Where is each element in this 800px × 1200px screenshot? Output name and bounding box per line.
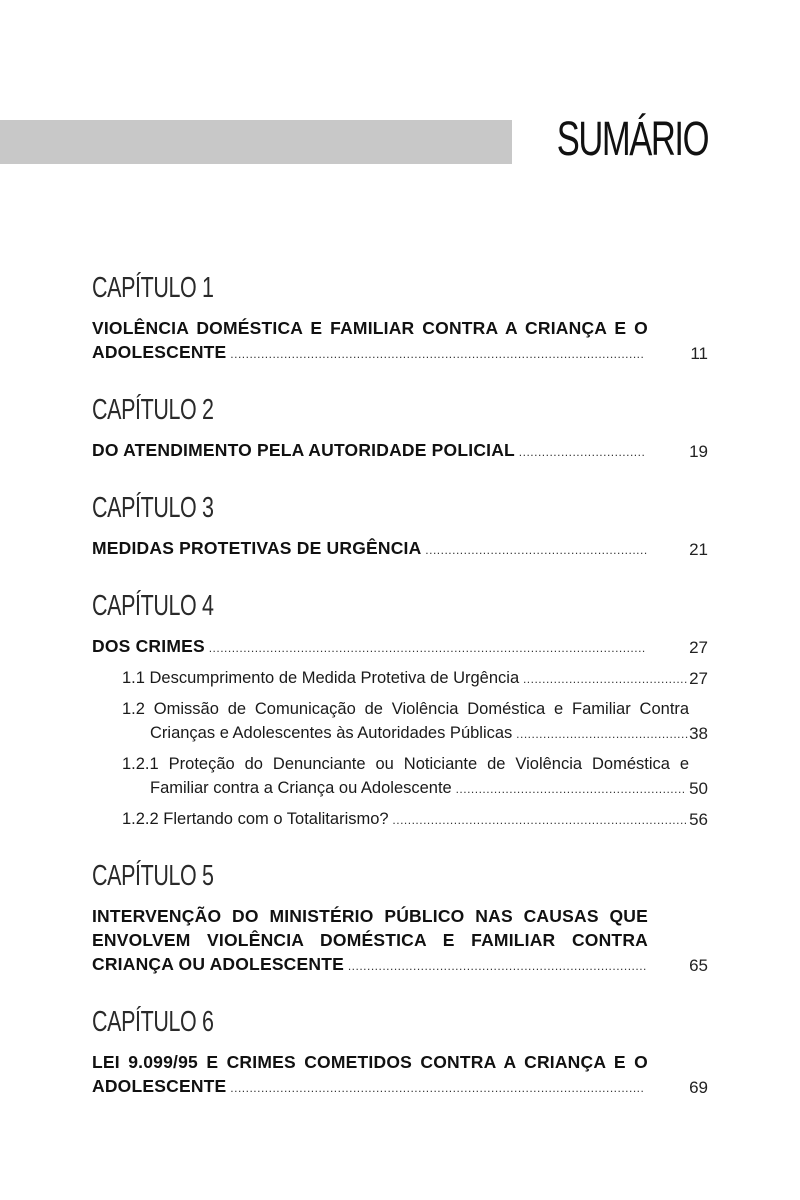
dot-leader: .................................................................................................................. <box>204 641 646 655</box>
page-number: 27 <box>689 669 708 688</box>
chapter-label: CAPÍTULO 5 <box>92 860 214 892</box>
entry-title: DO ATENDIMENTO PELA AUTORIDADE POLICIAL <box>92 440 515 460</box>
chapter-1 <box>92 268 708 366</box>
dot-leader: .............................................................................. <box>344 959 647 973</box>
chapter-3 <box>92 488 708 562</box>
dot-leader: ............................................................................................................ <box>226 1081 645 1095</box>
toc-entry[interactable] <box>92 438 708 464</box>
chapter-5 <box>92 856 708 978</box>
page-number: 56 <box>689 810 708 829</box>
dot-leader: ........................................... <box>519 672 688 686</box>
toc-subentry[interactable] <box>92 666 708 691</box>
page-number: 27 <box>689 638 708 657</box>
toc-subentry[interactable] <box>92 752 708 801</box>
chapter-6 <box>92 1002 708 1100</box>
dot-leader: ............................................................................. <box>388 813 688 827</box>
toc-subentry[interactable] <box>92 807 708 832</box>
dot-leader: ................................. <box>514 445 646 459</box>
subentry-title: 1.2 Omissão de Comunicação de Violência Doméstica e Familiar Contra Crianças e Adolescentes às Autoridades Públicas <box>122 700 690 742</box>
entry-title: VIOLÊNCIA DOMÉSTICA E FAMILIAR CONTRA A CRIANÇA E O ADOLESCENTE <box>92 318 648 362</box>
entry-title: INTERVENÇÃO DO MINISTÉRIO PÚBLICO NAS CAUSAS QUE ENVOLVEM VIOLÊNCIA DOMÉSTICA E FAMILIAR CONTRA CRIANÇA OU ADOLESCENTE <box>92 906 648 974</box>
entry-title: MEDIDAS PROTETIVAS DE URGÊNCIA <box>92 538 422 558</box>
subentry-title: 1.2.1 Proteção do Denunciante ou Noticiante de Violência Doméstica e Familiar contra a Criança ou Adolescente <box>122 755 690 797</box>
subentry-title: 1.2.2 Flertando com o Totalitarismo? <box>122 810 389 828</box>
dot-leader: .......................................................... <box>421 543 648 557</box>
dot-leader: ............................................. <box>512 727 689 741</box>
page-number: 65 <box>689 956 708 975</box>
entry-title: DOS CRIMES <box>92 636 205 656</box>
toc-entry[interactable] <box>92 316 708 366</box>
page-title: SUMÁRIO <box>556 113 708 166</box>
dot-leader: ............................................................ <box>451 782 686 796</box>
page-number: 69 <box>689 1078 708 1097</box>
page-number: 50 <box>689 779 708 798</box>
table-of-contents <box>92 268 708 1124</box>
entry-title: LEI 9.099/95 E CRIMES COMETIDOS CONTRA A CRIANÇA E O ADOLESCENTE <box>92 1052 648 1096</box>
chapter-label: CAPÍTULO 4 <box>92 590 214 622</box>
chapter-label: CAPÍTULO 3 <box>92 492 214 524</box>
page-number: 38 <box>689 724 708 743</box>
toc-subentry[interactable] <box>92 697 708 746</box>
chapter-label: CAPÍTULO 1 <box>92 272 214 304</box>
subentry-title: 1.1 Descumprimento de Medida Protetiva de Urgência <box>122 669 520 687</box>
toc-entry[interactable] <box>92 1050 708 1100</box>
chapter-label: CAPÍTULO 6 <box>92 1006 214 1038</box>
toc-entry[interactable] <box>92 634 708 660</box>
dot-leader: ............................................................................................................ <box>226 347 645 361</box>
page-number: 11 <box>690 344 708 363</box>
chapter-4 <box>92 586 708 832</box>
toc-entry[interactable] <box>92 904 708 978</box>
page-number: 21 <box>689 540 708 559</box>
title-band <box>0 120 512 164</box>
page-number: 19 <box>689 442 708 461</box>
chapter-label: CAPÍTULO 2 <box>92 394 214 426</box>
chapter-2 <box>92 390 708 464</box>
toc-entry[interactable] <box>92 536 708 562</box>
